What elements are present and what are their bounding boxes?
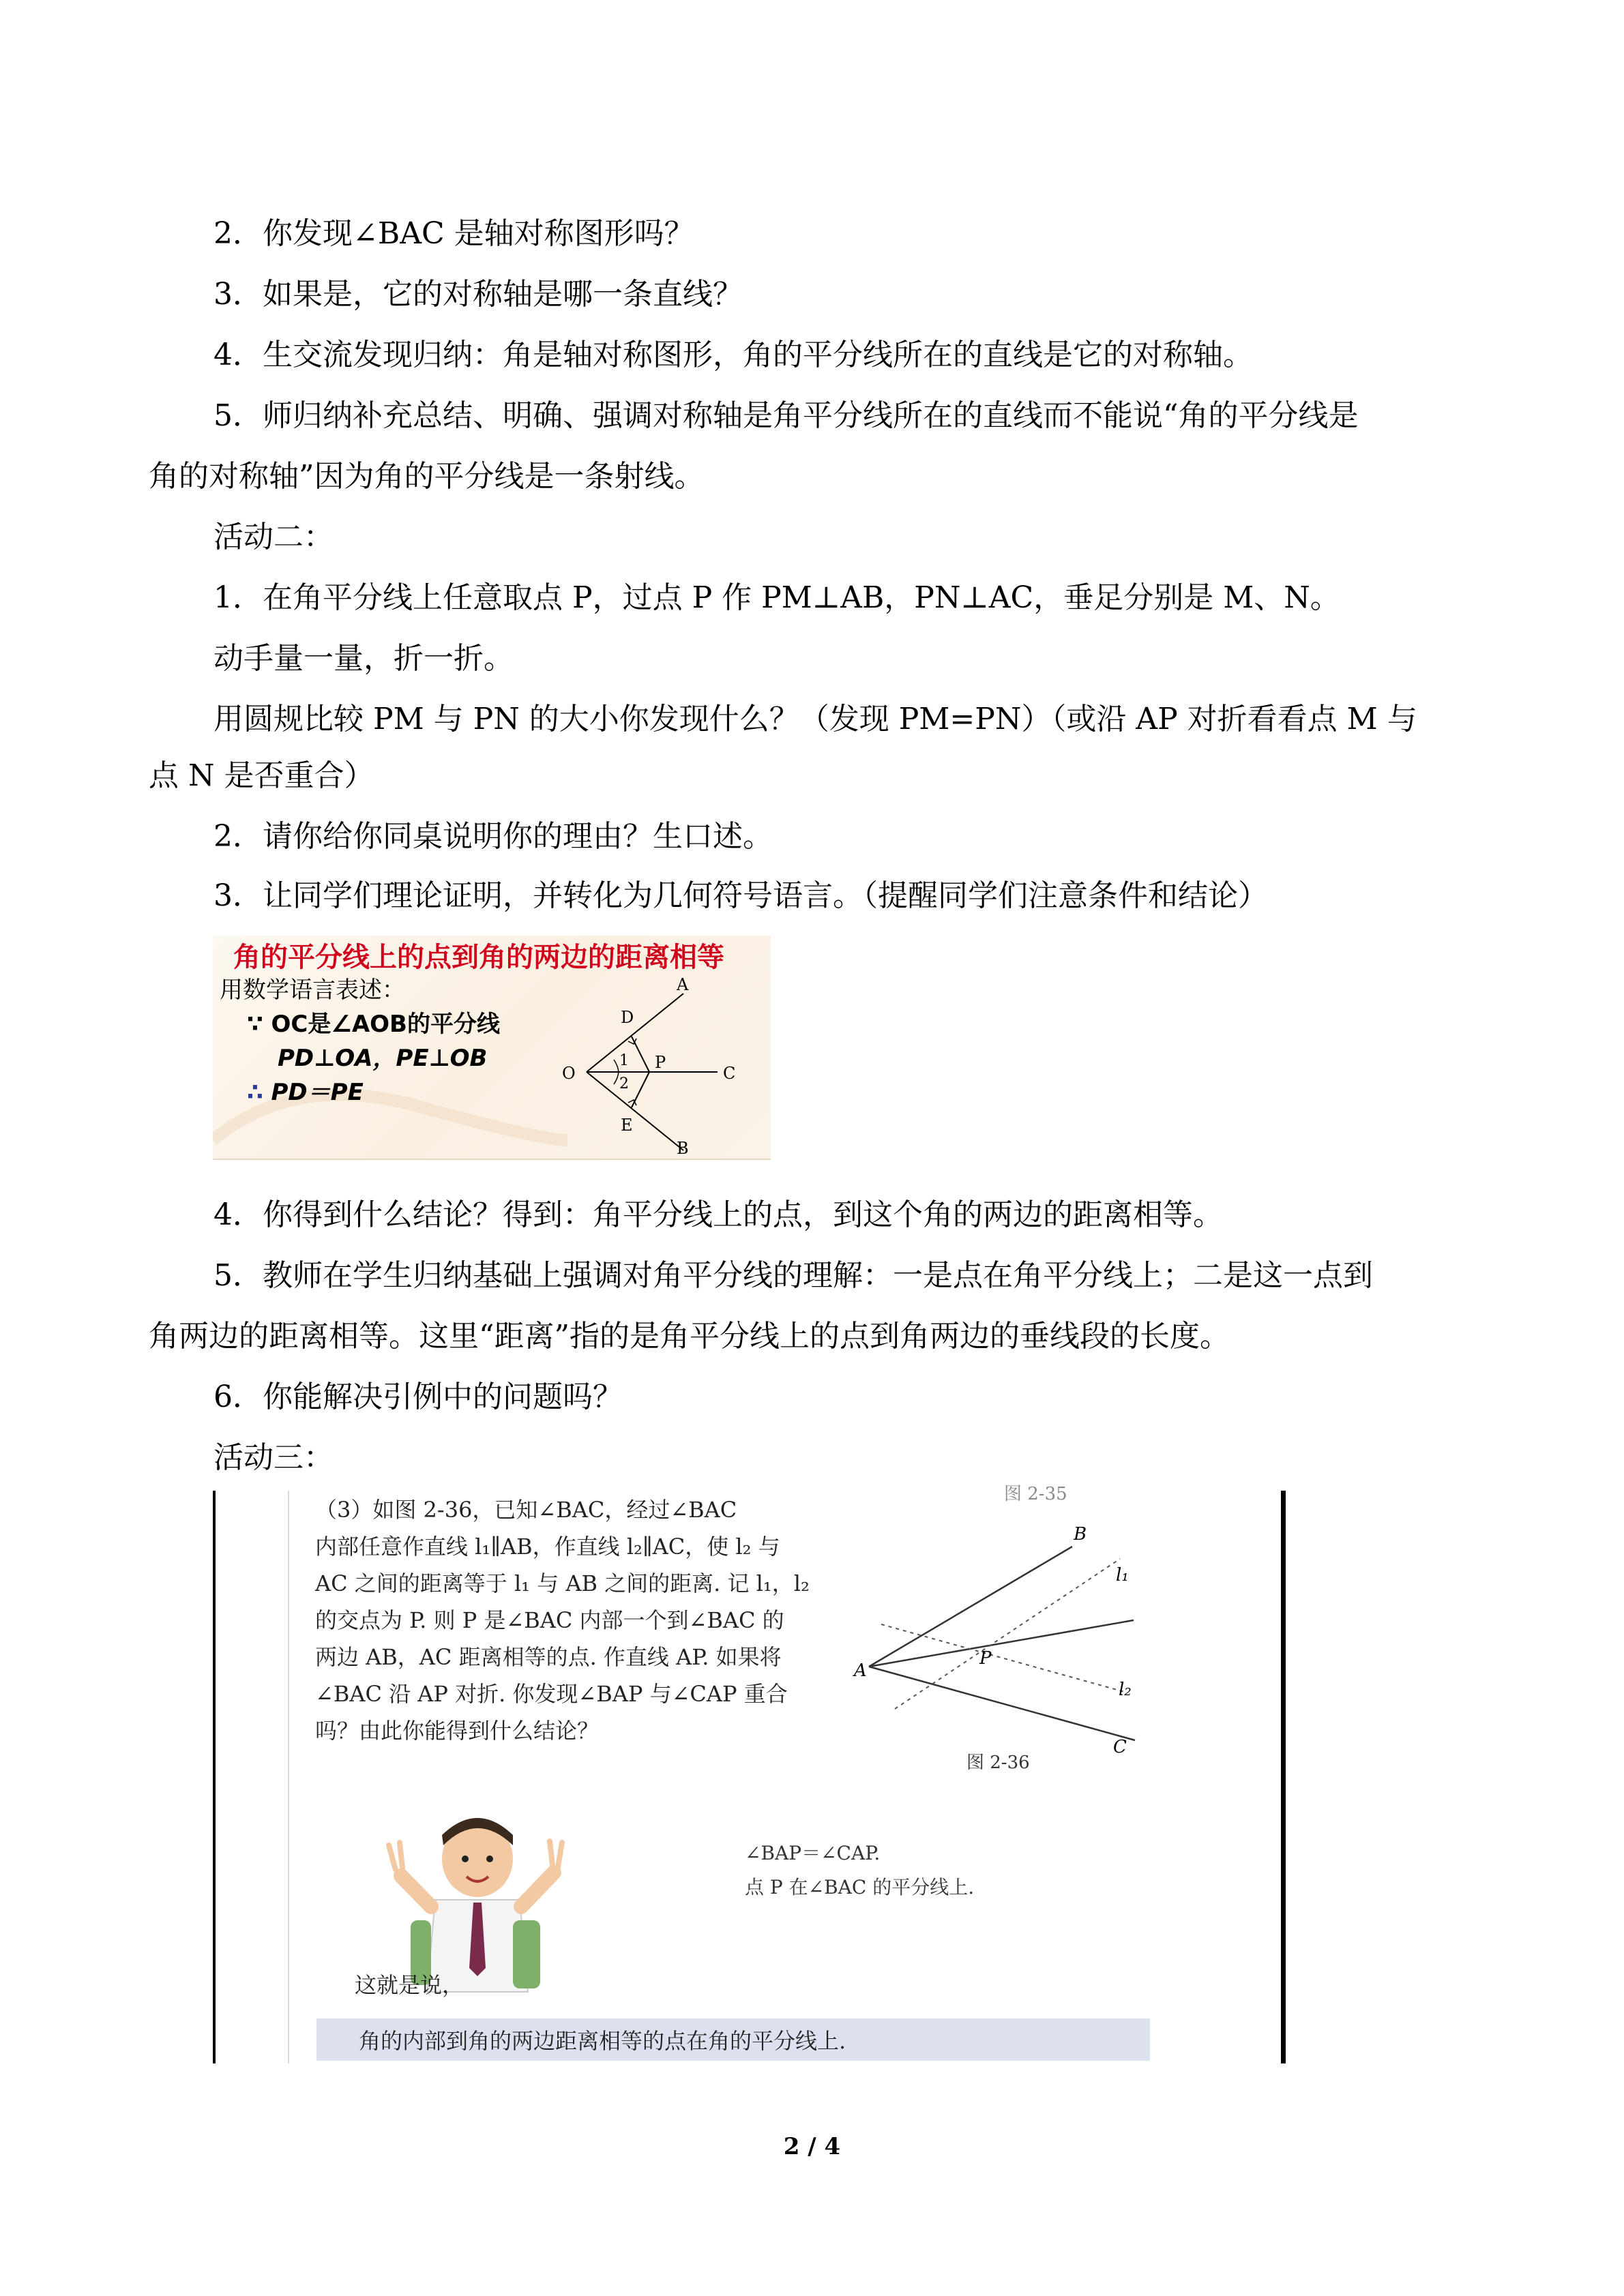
figure-caption: 图 2-36 — [966, 1753, 1030, 1773]
label-O: O — [562, 1064, 576, 1083]
conclusion-text: PD＝PE — [271, 1079, 364, 1106]
text-line-4: 5．师归纳补充总结、明确、强调对称轴是角平分线所在的直线而不能说“角的平分线是 — [213, 398, 1359, 433]
text-line-8: 动手量一量，折一折。 — [213, 641, 514, 676]
text-line-10: 点 N 是否重合） — [149, 758, 374, 793]
excerpt-line-2: 内部任意作直线 l₁∥AB，作直线 l₂∥AC，使 l₂ 与 — [315, 1534, 780, 1560]
equation-1: ∠BAP＝∠CAP. — [745, 1842, 881, 1864]
text-line-16: 6．你能解决引例中的问题吗？ — [213, 1380, 623, 1414]
label-P: P — [655, 1053, 666, 1072]
figure-condition-1: ∵ OC是∠AOB的平分线 — [247, 1011, 500, 1038]
label-B2: B — [1074, 1524, 1087, 1545]
label-angle-2: 2 — [619, 1075, 629, 1092]
angle-bisector-figure — [213, 936, 771, 1160]
highlight-conclusion: 角的内部到角的两边距离相等的点在角的平分线上. — [359, 2028, 846, 2054]
textbook-excerpt — [213, 1484, 1286, 2063]
label-P2: P — [979, 1648, 992, 1669]
equation-2: 点 P 在∠BAC 的平分线上. — [745, 1876, 975, 1898]
therefore-symbol: ∴ — [247, 1079, 263, 1106]
text-line-3: 4．生交流发现归纳：角是轴对称图形，角的平分线所在的直线是它的对称轴。 — [213, 338, 1253, 372]
figure-subtitle: 用数学语言表述： — [220, 976, 405, 1004]
label-l2: l₂ — [1119, 1680, 1132, 1700]
text-line-12: 3．让同学们理论证明，并转化为几何符号语言。（提醒同学们注意条件和结论） — [213, 878, 1268, 913]
label-A2: A — [854, 1660, 867, 1681]
label-B: B — [677, 1139, 689, 1158]
text-line-14: 5．教师在学生归纳基础上强调对角平分线的理解：一是点在角平分线上；二是这一点到 — [213, 1258, 1373, 1293]
excerpt-line-6: ∠BAC 沿 AP 对折. 你发现∠BAP 与∠CAP 重合 — [315, 1681, 788, 1707]
text-line-17: 活动三： — [213, 1440, 334, 1475]
excerpt-line-3: AC 之间的距离等于 l₁ 与 AB 之间的距离. 记 l₁，l₂ — [315, 1570, 810, 1596]
text-line-2: 3．如果是，它的对称轴是哪一条直线？ — [213, 277, 743, 312]
label-angle-1: 1 — [619, 1052, 629, 1069]
excerpt-line-5: 两边 AB，AC 距离相等的点. 作直线 AP. 如果将 — [315, 1644, 782, 1670]
text-line-13: 4．你得到什么结论？得到：角平分线上的点，到这个角的两边的距离相等。 — [213, 1197, 1223, 1232]
text-line-7: 1．在角平分线上任意取点 P，过点 P 作 PM⊥AB，PN⊥AC，垂足分别是 M、N。 — [213, 580, 1340, 615]
label-D: D — [621, 1008, 634, 1027]
figure-conclusion — [247, 1073, 364, 1107]
summary-intro: 这就是说， — [355, 1972, 464, 1998]
cut-off-caption: 图 2-35 — [1004, 1484, 1067, 1504]
text-line-1: 2．你发现∠BAC 是轴对称图形吗？ — [213, 216, 694, 251]
label-l1: l₁ — [1116, 1565, 1129, 1585]
text-line-15: 角两边的距离相等。这里“距离”指的是角平分线上的点到角两边的垂线段的长度。 — [149, 1319, 1230, 1354]
student-illustration — [389, 1818, 562, 1992]
label-C2: C — [1113, 1737, 1127, 1757]
excerpt-line-4: 的交点为 P. 则 P 是∠BAC 内部一个到∠BAC 的 — [315, 1607, 784, 1633]
text-line-5: 角的对称轴”因为角的平分线是一条射线。 — [149, 459, 705, 494]
label-A: A — [677, 975, 689, 994]
excerpt-line-7: 吗？由此你能得到什么结论？ — [315, 1718, 600, 1744]
text-line-11: 2．请你给你同桌说明你的理由？生口述。 — [213, 819, 773, 854]
text-line-6: 活动二： — [213, 520, 334, 554]
page-number: 2 / 4 — [783, 2133, 841, 2160]
figure-condition-2: PD⊥OA，PE⊥OB — [278, 1045, 488, 1072]
label-C: C — [723, 1064, 736, 1083]
text-line-9: 用圆规比较 PM 与 PN 的大小你发现什么？（发现 PM=PN）（或沿 AP 对折看看点 M 与 — [213, 702, 1417, 736]
excerpt-line-1: （3）如图 2-36，已知∠BAC，经过∠BAC — [315, 1497, 737, 1523]
label-E: E — [621, 1116, 633, 1135]
figure-title: 角的平分线上的点到角的两边的距离相等 — [233, 942, 724, 973]
